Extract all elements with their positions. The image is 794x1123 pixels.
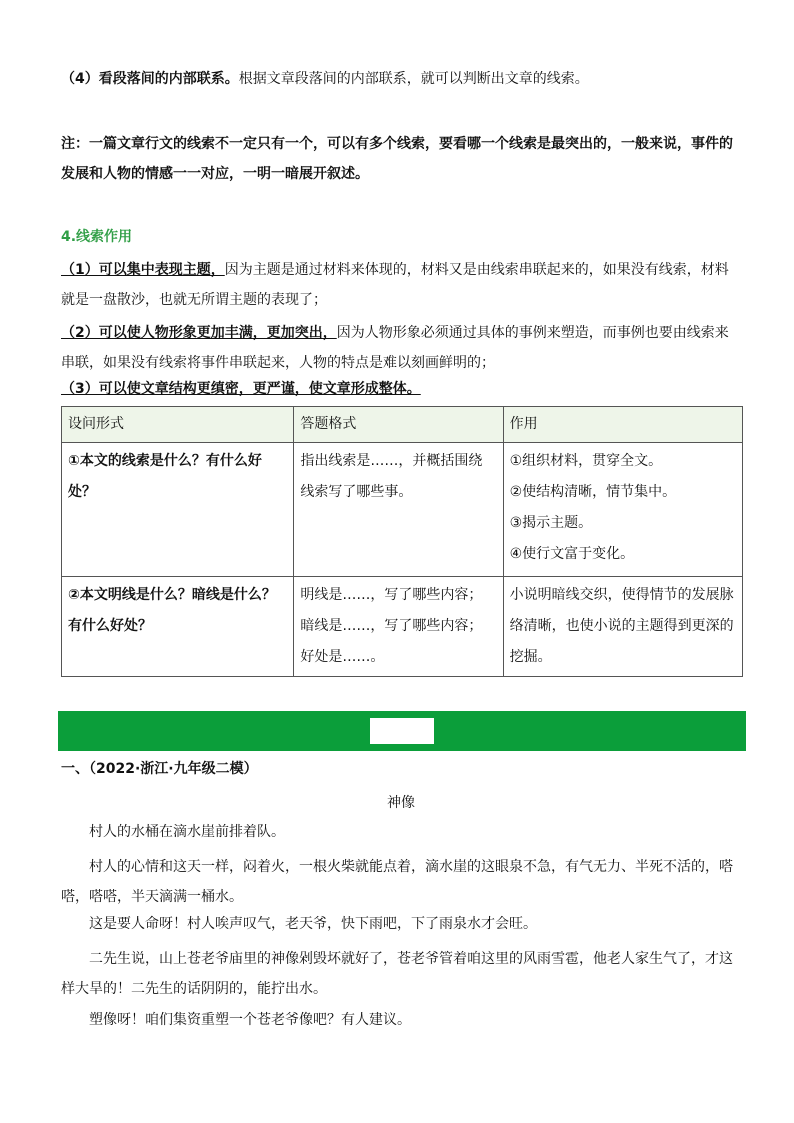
story-paragraph: 村人的水桶在滴水崖前排着队。: [89, 824, 285, 840]
table-header-effect: 作用: [503, 407, 742, 443]
table-header-question: 设问形式: [62, 407, 294, 443]
story-paragraph: 这是要人命呀！村人唉声叹气，老天爷，快下雨吧，下了雨泉水才会旺。: [89, 916, 537, 932]
banner-label-box: [370, 718, 434, 744]
story-paragraph: 塑像呀！咱们集资重塑一个苍老爷像吧？有人建议。: [89, 1012, 411, 1028]
table-cell-format: 明线是……，写了哪些内容；暗线是……，写了哪些内容；好处是……。: [294, 577, 503, 677]
table-header-row: [62, 407, 743, 443]
effect-item: 小说明暗线交织，使得情节的发展脉络清晰，也使小说的主题得到更深的挖掘。: [509, 587, 734, 665]
effect-item: ①组织材料，贯穿全文。: [509, 453, 663, 469]
table-row: [62, 577, 743, 677]
table-row: [62, 443, 743, 577]
table-cell-format: 指出线索是……，并概括围绕线索写了哪些事。: [294, 443, 503, 577]
note-paragraph: 注：一篇文章行文的线索不一定只有一个，可以有多个线索，要看哪一个线索是最突出的，一般来说，事件的发展和人物的情感一一对应，一明一暗展开叙述。: [61, 136, 733, 182]
story-paragraph: 村人的心情和这天一样，闷着火，一根火柴就能点着，滴水崖的这眼泉不急，有气无力、半死不活的，嗒嗒，嗒嗒，半天滴满一桶水。: [61, 859, 733, 905]
function-point-2: [61, 318, 741, 378]
story-paragraph: 二先生说，山上苍老爷庙里的神像剁毁坏就好了，苍老爷管着咱这里的风雨雪雹，他老人家生气了，才这样大旱的！二先生的话阴阴的，能拧出水。: [61, 951, 733, 997]
function-point-1: [61, 255, 741, 315]
table-cell-question: ①本文的线索是什么？有什么好处？: [62, 443, 294, 577]
function-point-1-heading: （1）可以集中表现主题，: [61, 262, 225, 278]
table-cell-question: ②本文明线是什么？暗线是什么？有什么好处？: [62, 577, 294, 677]
function-point-2-heading: （2）可以使人物形象更加丰满，更加突出，: [61, 325, 337, 341]
function-point-1-text: 因为主题是通过材料来体现的，材料又是由线索串联起来的，如果没有线索，材料就是一盘散沙，也就无所谓主题的表现了；: [61, 262, 729, 308]
intro-item-4-heading: （4）看段落间的内部联系。: [61, 71, 239, 87]
intro-item-4: [61, 69, 741, 89]
effect-item: ④使行文富于变化。: [509, 546, 635, 562]
intro-item-4-text: 根据文章段落间的内部联系，就可以判断出文章的线索。: [238, 71, 589, 87]
section-heading: 4.线索作用: [61, 229, 133, 245]
effect-item: ②使结构清晰，情节集中。: [509, 484, 677, 500]
answer-format-table: [61, 406, 743, 677]
table-header-format: 答题格式: [294, 407, 503, 443]
function-point-3-heading: （3）可以使文章结构更缜密，更严谨，使文章形成整体。: [61, 381, 421, 397]
function-point-3: [61, 379, 741, 399]
story-title: 神像: [387, 795, 415, 811]
table-cell-effects: [503, 577, 742, 677]
function-point-2-text: 因为人物形象必须通过具体的事例来塑造，而事例也要由线索来串联，如果没有线索将事件串联起来，人物的特点是难以刻画鲜明的；: [61, 325, 729, 371]
exercise-label: 一、（2022·浙江·九年级二模）: [61, 761, 258, 777]
table-cell-effects: [503, 443, 742, 577]
effect-item: ③揭示主题。: [509, 515, 593, 531]
section-banner: [58, 711, 746, 751]
